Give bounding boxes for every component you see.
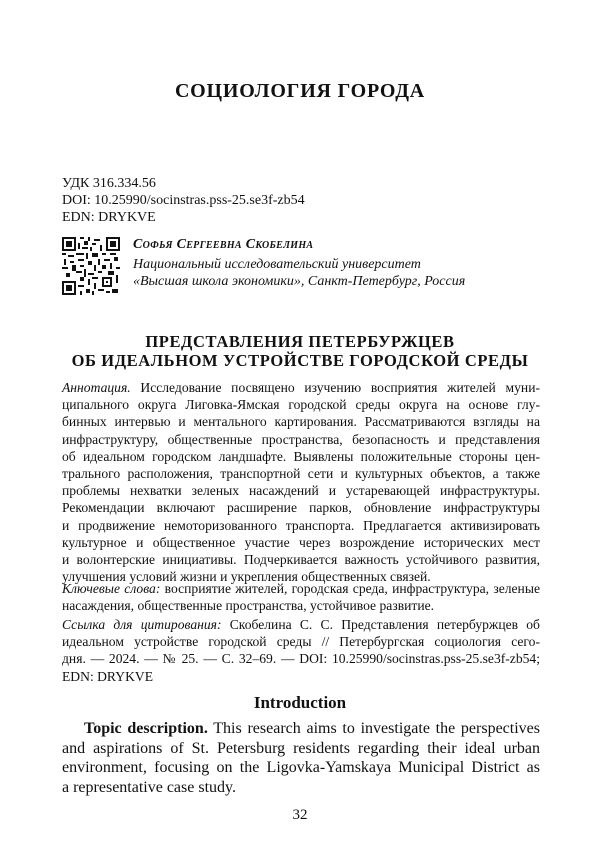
introduction-paragraph	[62, 719, 540, 797]
abstract-line: и продвижение немоторизованного транспорта. Предлагается активизировать	[62, 517, 540, 533]
author-block	[133, 236, 553, 290]
affiliation-line: Национальный исследовательский университет	[133, 257, 421, 272]
introduction-line: a representative case study.	[62, 778, 236, 796]
topic-description-label: Topic description.	[84, 720, 208, 737]
udk-code: УДК 316.334.56	[62, 176, 156, 191]
abstract-line: и волонтерские инициативы. Подчеркивается важность устойчивого развития,	[62, 552, 540, 568]
article-title	[0, 332, 600, 370]
citation-text: Скобелина С. С. Представления петербуржцев об	[229, 617, 540, 632]
abstract-label: Аннотация.	[62, 380, 131, 395]
abstract-line: бинных интервью и ментального картирования. Рассматриваются взгляды на	[62, 414, 540, 430]
abstract-line: культурное и общественное участие через возрождение исторических мест	[62, 534, 540, 550]
citation-line: дня. — 2024. — № 25. — С. 32–69. — DOI: 10.25990/socinstras.pss-25.se3f-zb54;	[62, 651, 540, 667]
abstract-line: Рекомендации включают расширение парков, обновление инфраструктуры	[62, 500, 540, 516]
page-number: 32	[292, 807, 308, 823]
introduction-line: and aspirations of St. Petersburg residents regarding their ideal urban	[62, 739, 540, 757]
abstract-text: Исследование посвящено изучению восприятия жителей муни-	[140, 380, 540, 395]
citation-line: идеальном устройстве городской среды // Петербургская социология сего-	[62, 634, 540, 650]
citation-line: EDN: DRYKVE	[62, 668, 154, 684]
abstract-line: улучшения условий жизни и укрепления общественных связей.	[62, 569, 431, 585]
section-title: СОЦИОЛОГИЯ ГОРОДА	[174, 80, 426, 102]
keywords	[62, 580, 540, 614]
article-title-line: ПРЕДСТАВЛЕНИЯ ПЕТЕРБУРЖЦЕВ	[145, 332, 455, 351]
introduction-line	[62, 719, 540, 739]
abstract-line: проблемы нехватки зеленых насаждений и устаревающей инфраструктуры.	[62, 483, 540, 499]
citation	[62, 616, 540, 685]
abstract-line: трального расположения, транспортной сети и культурных объектов, а также	[62, 466, 540, 482]
doi: DOI: 10.25990/socinstras.pss-25.se3f-zb54	[62, 193, 305, 208]
abstract-line	[62, 379, 540, 396]
keywords-text: восприятие жителей, городская среда, инфраструктура, зеленые	[164, 581, 540, 596]
introduction-line: environment, focusing on the Ligovka-Yamskaya Municipal District as	[62, 759, 540, 776]
keywords-label: Ключевые слова:	[62, 581, 161, 596]
citation-label: Ссылка для цитирования:	[62, 617, 222, 632]
introduction-text: This research aims to investigate the perspectives	[213, 720, 540, 737]
qr-code-icon	[62, 237, 120, 295]
abstract-line: об идеальном городском ландшафте. Выявлены положительные стороны цен-	[62, 448, 540, 464]
abstract-line: ципального округа Лиговка-Ямская городской среды округа на основе глу-	[62, 397, 540, 413]
edn: EDN: DRYKVE	[62, 210, 156, 225]
citation-line	[62, 616, 540, 633]
article-metadata	[62, 175, 305, 226]
keywords-line	[62, 580, 540, 597]
abstract	[62, 379, 540, 585]
article-title-line: ОБ ИДЕАЛЬНОМ УСТРОЙСТВЕ ГОРОДСКОЙ СРЕДЫ	[71, 351, 529, 370]
author-affiliation	[133, 256, 553, 290]
introduction-heading: Introduction	[253, 693, 347, 712]
keywords-line: насаждения, общественные пространства, устойчивое развитие.	[62, 598, 435, 614]
affiliation-line: «Высшая школа экономики», Санкт-Петербург, Россия	[133, 274, 466, 289]
author-name: Софья Сергеевна Скобелина	[133, 237, 314, 252]
abstract-line: инфраструктуру, общественные пространства, безопасность и представления	[62, 431, 540, 447]
